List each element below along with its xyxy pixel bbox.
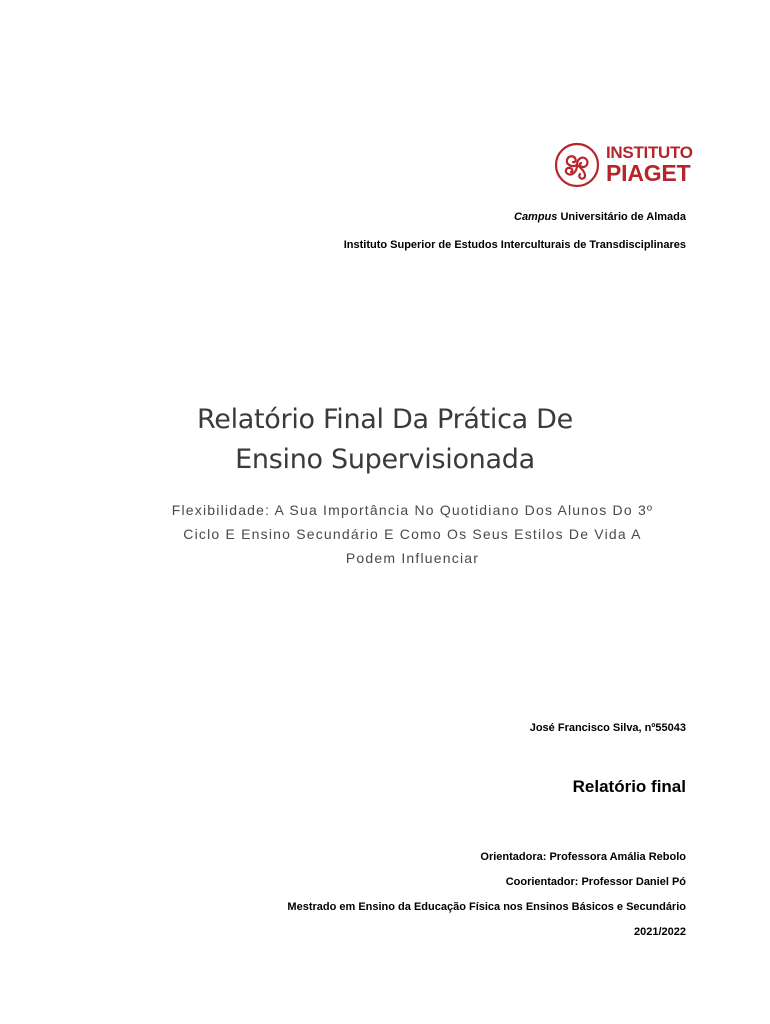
co-advisor-line: Coorientador: Professor Daniel Pó <box>505 876 686 888</box>
campus-line <box>514 211 686 223</box>
institute-logo <box>554 140 699 188</box>
logo-line2: PIAGET <box>606 160 691 186</box>
triskelion-spiral-icon <box>554 142 600 188</box>
subtitle-line1: Flexibilidade: A Sua Importância No Quotidiano Dos Alunos Do 3º <box>171 502 654 518</box>
author-line: José Francisco Silva, nº55043 <box>529 722 686 734</box>
report-label: Relatório final <box>572 777 686 796</box>
title-line1: Relatório Final Da Prática De <box>197 404 573 435</box>
program-line: Mestrado em Ensino da Educação Física nos Ensinos Básicos e Secundário <box>287 901 686 913</box>
advisor-line: Orientadora: Professora Amália Rebolo <box>480 851 686 863</box>
institute-name: Instituto Superior de Estudos Interculturais de Transdisciplinares <box>343 239 686 251</box>
document-subtitle <box>140 498 685 570</box>
year-line: 2021/2022 <box>634 926 686 938</box>
title-line2: Ensino Supervisionada <box>235 444 535 475</box>
subtitle-line2: Ciclo E Ensino Secundário E Como Os Seus Estilos De Vida A <box>183 526 642 542</box>
logo-line1: INSTITUTO <box>606 143 693 162</box>
campus-italic-word: Campus <box>514 211 558 223</box>
document-title <box>0 400 770 480</box>
campus-name: Universitário de Almada <box>560 211 686 223</box>
subtitle-line3: Podem Influenciar <box>345 550 480 566</box>
logo-wordmark <box>606 144 693 185</box>
